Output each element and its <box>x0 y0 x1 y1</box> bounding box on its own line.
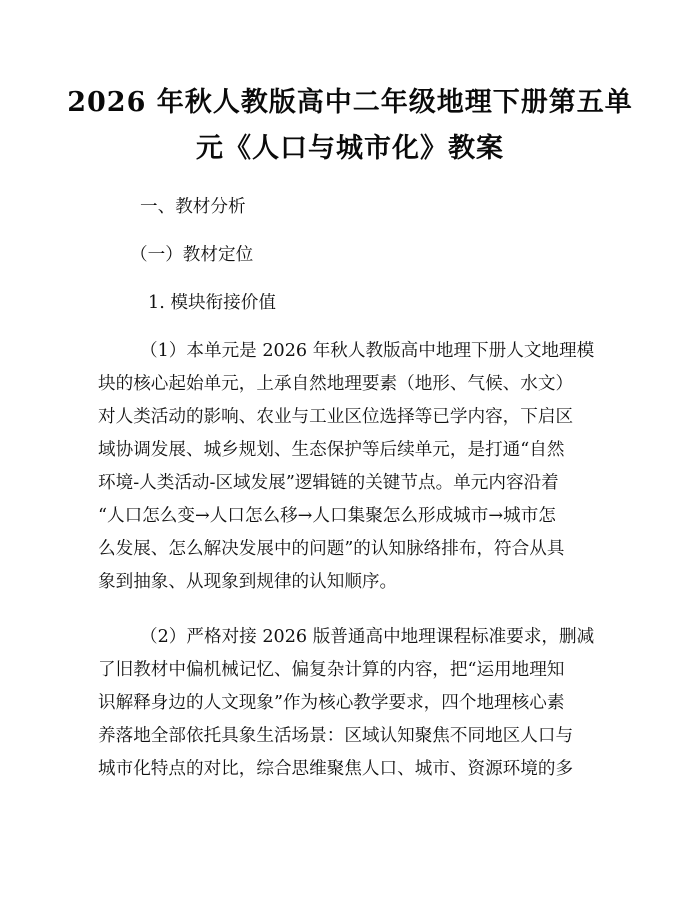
paragraph-1-line: 象到抽象、从现象到规律的认知顺序。 <box>98 572 398 592</box>
paragraph-1-line: 对人类活动的影响、农业与工业区位选择等已学内容，下启区 <box>98 407 574 427</box>
paragraph-2-line: 城市化特点的对比，综合思维聚焦人口、城市、资源环境的多 <box>98 759 574 779</box>
document-title-line-2: 元《人口与城市化》教案 <box>196 133 504 164</box>
paragraph-2-line: 了旧教材中偏机械记忆、偏复杂计算的内容，把“运用地理知 <box>98 660 565 680</box>
paragraph-1-line: （1）本单元是 2026 年秋人教版高中地理下册人文地理模 <box>140 341 595 361</box>
paragraph-1-line: 块的核心起始单元，上承自然地理要素（地形、气候、水文） <box>98 374 574 394</box>
paragraph-2-line: 识解释身边的人文现象”作为核心教学要求，四个地理核心素 <box>98 693 565 713</box>
paragraph-1-line: 么发展、怎么解决发展中的问题”的认知脉络排布，符合从具 <box>98 539 565 559</box>
document-title-line-1: 2026 年秋人教版高中二年级地理下册第五单 <box>67 87 633 118</box>
paragraph-1-line: 环境-人类活动-区域发展”逻辑链的关键节点。单元内容沿着 <box>98 473 559 493</box>
paragraph-2-line: 养落地全部依托具象生活场景：区域认知聚焦不同地区人口与 <box>98 726 574 746</box>
paragraph-1-line: 域协调发展、城乡规划、生态保护等后续单元，是打通“自然 <box>98 440 565 460</box>
section-heading: 一、教材分析 <box>140 197 246 217</box>
paragraph-1-line: “人口怎么变→人口怎么移→人口集聚怎么形成城市→城市怎 <box>98 506 556 526</box>
subsection-heading: （一）教材定位 <box>130 245 254 265</box>
item-heading: 1. 模块衔接价值 <box>148 293 276 313</box>
paragraph-2-line: （2）严格对接 2026 版普通高中地理课程标准要求，删减 <box>140 627 595 647</box>
